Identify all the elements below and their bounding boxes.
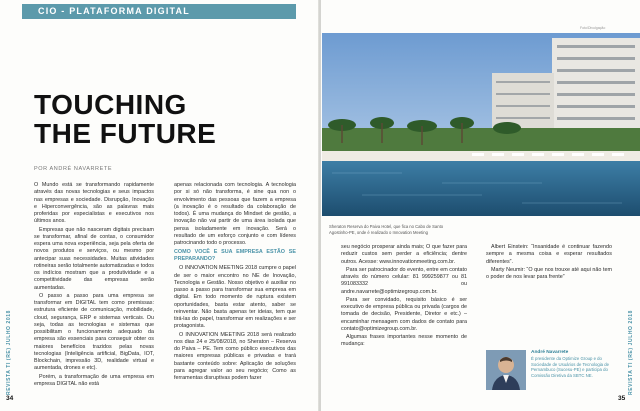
author-bio: É presidente da Optimize Group e do Sociedade de Usuários de Tecnologia de Pernambuco (Sucesu-PE) e participa do Comissão Diretiva da SBTC NE. [531,356,610,378]
paragraph: Para ser patrocinador do evento, entre em contato através do número celular: 81 999259877 ou 81 991083332 ou andre.navarrete@optimizegroup.com.br. [341,266,467,295]
page-number-left: 34 [6,395,14,402]
text-column-2 [174,182,296,383]
quote-einstein: Albert Einstein: “Insanidade é continuar fazendo sempre a mesma coisa e esperar resultados diferentes”. [486,244,612,265]
paragraph: seu negócio prosperar ainda mais; O que fazer para reduzir custos sem perder a eficiência; dentre outros. Acesse: www.innovationmeeting.com.br. [341,244,467,265]
text-column-1 [34,182,154,389]
author-portrait [486,350,526,390]
paragraph: O INNOVATION MEETING 2018 será realizado nos dias 24 e 25/08/2018, no Sheraton – Reserva do Paiva – PE. Tem como público executivos das maiores empresas públicas e privadas e trará bastante conteúdo sobre: Aplicação de soluções para agregar valor ao seu negócio; Como as ferramentas disruptivas podem fazer [174,331,296,381]
side-label-left: REVISTA TI (RE) JULHO 2018 [6,309,12,395]
author-name: André Navarrete [531,350,569,355]
paragraph: O Mundo está se transformando rapidamente através das novas tecnologias e seus impactos nas empresas e sociedade. Disrupção, Inovação e Hiperconvergência, são as palavras mais proferidas por especialistas e executivos nos últimos anos. [34,182,154,225]
paragraph: Para ser convidado, requisito básico é ser executivo de empresa pública ou privada (cargos de tomada de decisão, Presidente, Diretor e etc.) – encaminhar mensagem com dados de contato para contato@optimizegroup.com.br. [341,296,467,332]
article-title [34,90,304,148]
section-banner: CIO - PLATAFORMA DIGITAL [22,4,296,19]
title-line-2: THE FUTURE [34,118,217,149]
paragraph: apenas relacionada com tecnologia. A tecnologia por si só não transforma, é sine qua non o envolvimento das pessoas que fazem a empresa (a inovação é o resultado da colaboração de todos). É uma mudança do Mindset de gestão, a inovação não vai partir de uma área isolada que pensa isoladamente em inovação. Será o resultado de um esforço conjunto e com líderes patrocinando todo o processo. [174,182,296,246]
paragraph: O passo a passo para uma empresa se transformar em DIGITAL tem como premissas: estrutura eficiente de comunicação, mobilidade, cloud, segurança, ERP e sistemas verticais. Ou seja, todas as tecnologias e sistemas que possibilitam o funcionamento adequado da empresa são essenciais para conseguir obter os maiores benefícios trazidos pelas novas tecnologias (Inteligência artificial, BigData, IOT, Blockchain, impressão 3D, realidade virtual e aumentada, drones e etc). [34,292,154,372]
quote-neumir: Marty Neumir: “O que nos trouxe até aqui não tem o poder de nos levar para frente” [486,266,612,280]
paragraph: O INNOVATION MEETING 2018 cumpre o papel de ser o maior encontro no NE de Inovação, Tecnologia e Gestão. Nosso objetivo é auxiliar no passo a passo para transformar sua empresa em digital. Em todo momento de ruptura existem oportunidades, basta estar atento, saber se reinventar. Não basta apenas ter ideias, tem que tirá-las do papel, transformar em realizações e ser protagonista. [174,265,296,330]
hotel-photo [322,33,640,216]
author-box [486,350,616,396]
author-photo [486,350,526,390]
text-column-3 [341,244,467,350]
left-page [0,0,319,411]
photo-credit: Foto/Divulgação [580,26,606,30]
paragraph: Empresas que não nasceram digitais precisam se transformar, afinal de contas, o consumidor espera uma nova experiência, seja pela oferta de novos produtos e serviços, ou mesmo por antecipar suas necessidades. Muitas atividades rotineiras serão totalmente automatizadas e todos os indícios mostram que a produtividade e a competitividade das empresas serão aumentadas. [34,226,154,291]
page-number-right: 35 [618,395,626,402]
hotel-pool-illustration [322,33,640,216]
author-info [531,350,616,378]
side-label-right: REVISTA TI (RE) JULHO 2018 [628,309,634,395]
section-subheading: COMO VOCÊ E SUA EMPRESA ESTÃO SE PREPARANDO? [174,249,296,263]
photo-caption: Sheraton Reserva do Paiva Hotel, que fica no Cabo de Santo Agostinho-PE, onde é realizado o Innovation Meeting [329,224,444,235]
article-byline: POR ANDRÉ NAVARRETE [34,166,113,172]
paragraph: Porém, a transformação de uma empresa em empresa DIGITAL não está [34,373,154,387]
text-column-4 [486,244,612,282]
paragraph: Algumas frases importantes nesse momento de mudança: [341,334,467,348]
title-line-1: TOUCHING [34,89,187,120]
